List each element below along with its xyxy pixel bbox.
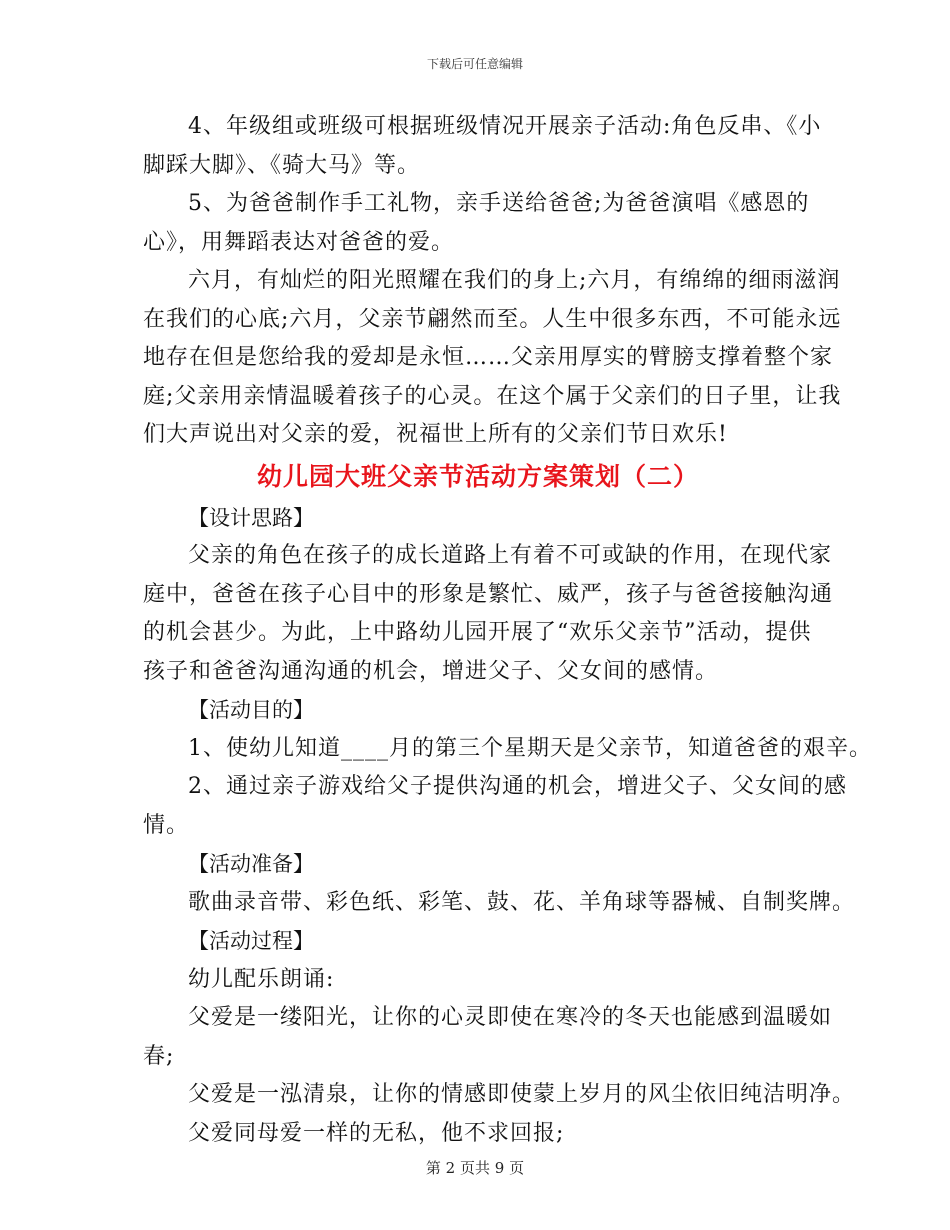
list-item-5-line1: 5、为爸爸制作手工礼物，亲手送给爸爸;为爸爸演唱《感恩的 <box>188 191 810 216</box>
design-label: 【设计思路】 <box>188 505 314 530</box>
design-paragraph-line4: 孩子和爸爸沟通沟通的机会，增进父子、父女间的感情。 <box>143 658 719 684</box>
prep-label: 【活动准备】 <box>188 852 314 876</box>
design-paragraph-line3: 的机会甚少。为此，上中路幼儿园开展了“欢乐父亲节”活动，提供 <box>143 620 812 645</box>
design-paragraph-line2: 庭中，爸爸在孩子心目中的形象是繁忙、威严，孩子与爸爸接触沟通 <box>143 581 834 607</box>
closing-paragraph-line5: 们大声说出对父亲的爱，祝福世上所有的父亲们节日欢乐! <box>143 422 728 447</box>
goal-item-2-line2: 情。 <box>143 812 190 838</box>
process-intro: 幼儿配乐朗诵: <box>188 966 335 992</box>
list-item-5-line2: 心》，用舞蹈表达对爸爸的爱。 <box>143 229 455 255</box>
goal-item-2-line1: 2、通过亲子游戏给父子提供沟通的机会，增进父子、父女间的感 <box>188 774 847 799</box>
poem-line-2: 父爱是一泓清泉，让你的情感即使蒙上岁月的风尘依旧纯洁明净。 <box>188 1082 856 1107</box>
document-body <box>143 108 872 1153</box>
poem-line-3: 父爱同母爱一样的无私，他不求回报; <box>188 1120 565 1146</box>
design-paragraph-line1: 父亲的角色在孩子的成长道路上有着不可或缺的作用，在现代家 <box>188 543 833 568</box>
goal-item-1: 1、使幼儿知道____月的第三个星期天是父亲节，知道爸爸的艰辛。 <box>188 735 872 761</box>
closing-paragraph-line1: 六月，有灿烂的阳光照耀在我们的身上;六月，有绵绵的细雨滋润 <box>188 268 841 293</box>
closing-paragraph-line4: 庭;父亲用亲情温暖着孩子的心灵。在这个属于父亲们的日子里，让我 <box>143 383 842 409</box>
process-label: 【活动过程】 <box>188 929 314 953</box>
closing-paragraph-line3: 地存在但是您给我的爱却是永恒……父亲用厚实的臂膀支撑着整个家 <box>143 345 834 370</box>
closing-paragraph-line2: 在我们的心底;六月，父亲节翩然而至。人生中很多东西，不可能永远 <box>143 306 842 332</box>
poem-line-1a: 父爱是一缕阳光，让你的心灵即使在寒冷的冬天也能感到温暖如 <box>188 1005 833 1030</box>
goal-label: 【活动目的】 <box>188 698 314 722</box>
poem-line-1b: 春; <box>143 1043 175 1069</box>
section-title: 幼儿园大班父亲节活动方案策划（二） <box>256 461 699 491</box>
prep-text: 歌曲录音带、彩色纸、彩笔、鼓、花、羊角球等器械、自制奖牌。 <box>188 889 856 915</box>
list-item-4-line2: 脚踩大脚》、《骑大马》等。 <box>143 152 421 178</box>
page-number: 第 2 页共 9 页 <box>425 1159 525 1177</box>
list-item-4-line1: 4、年级组或班级可根据班级情况开展亲子活动:角色反串、《小 <box>188 114 822 139</box>
page-header: 下载后可任意编辑 <box>426 57 523 71</box>
